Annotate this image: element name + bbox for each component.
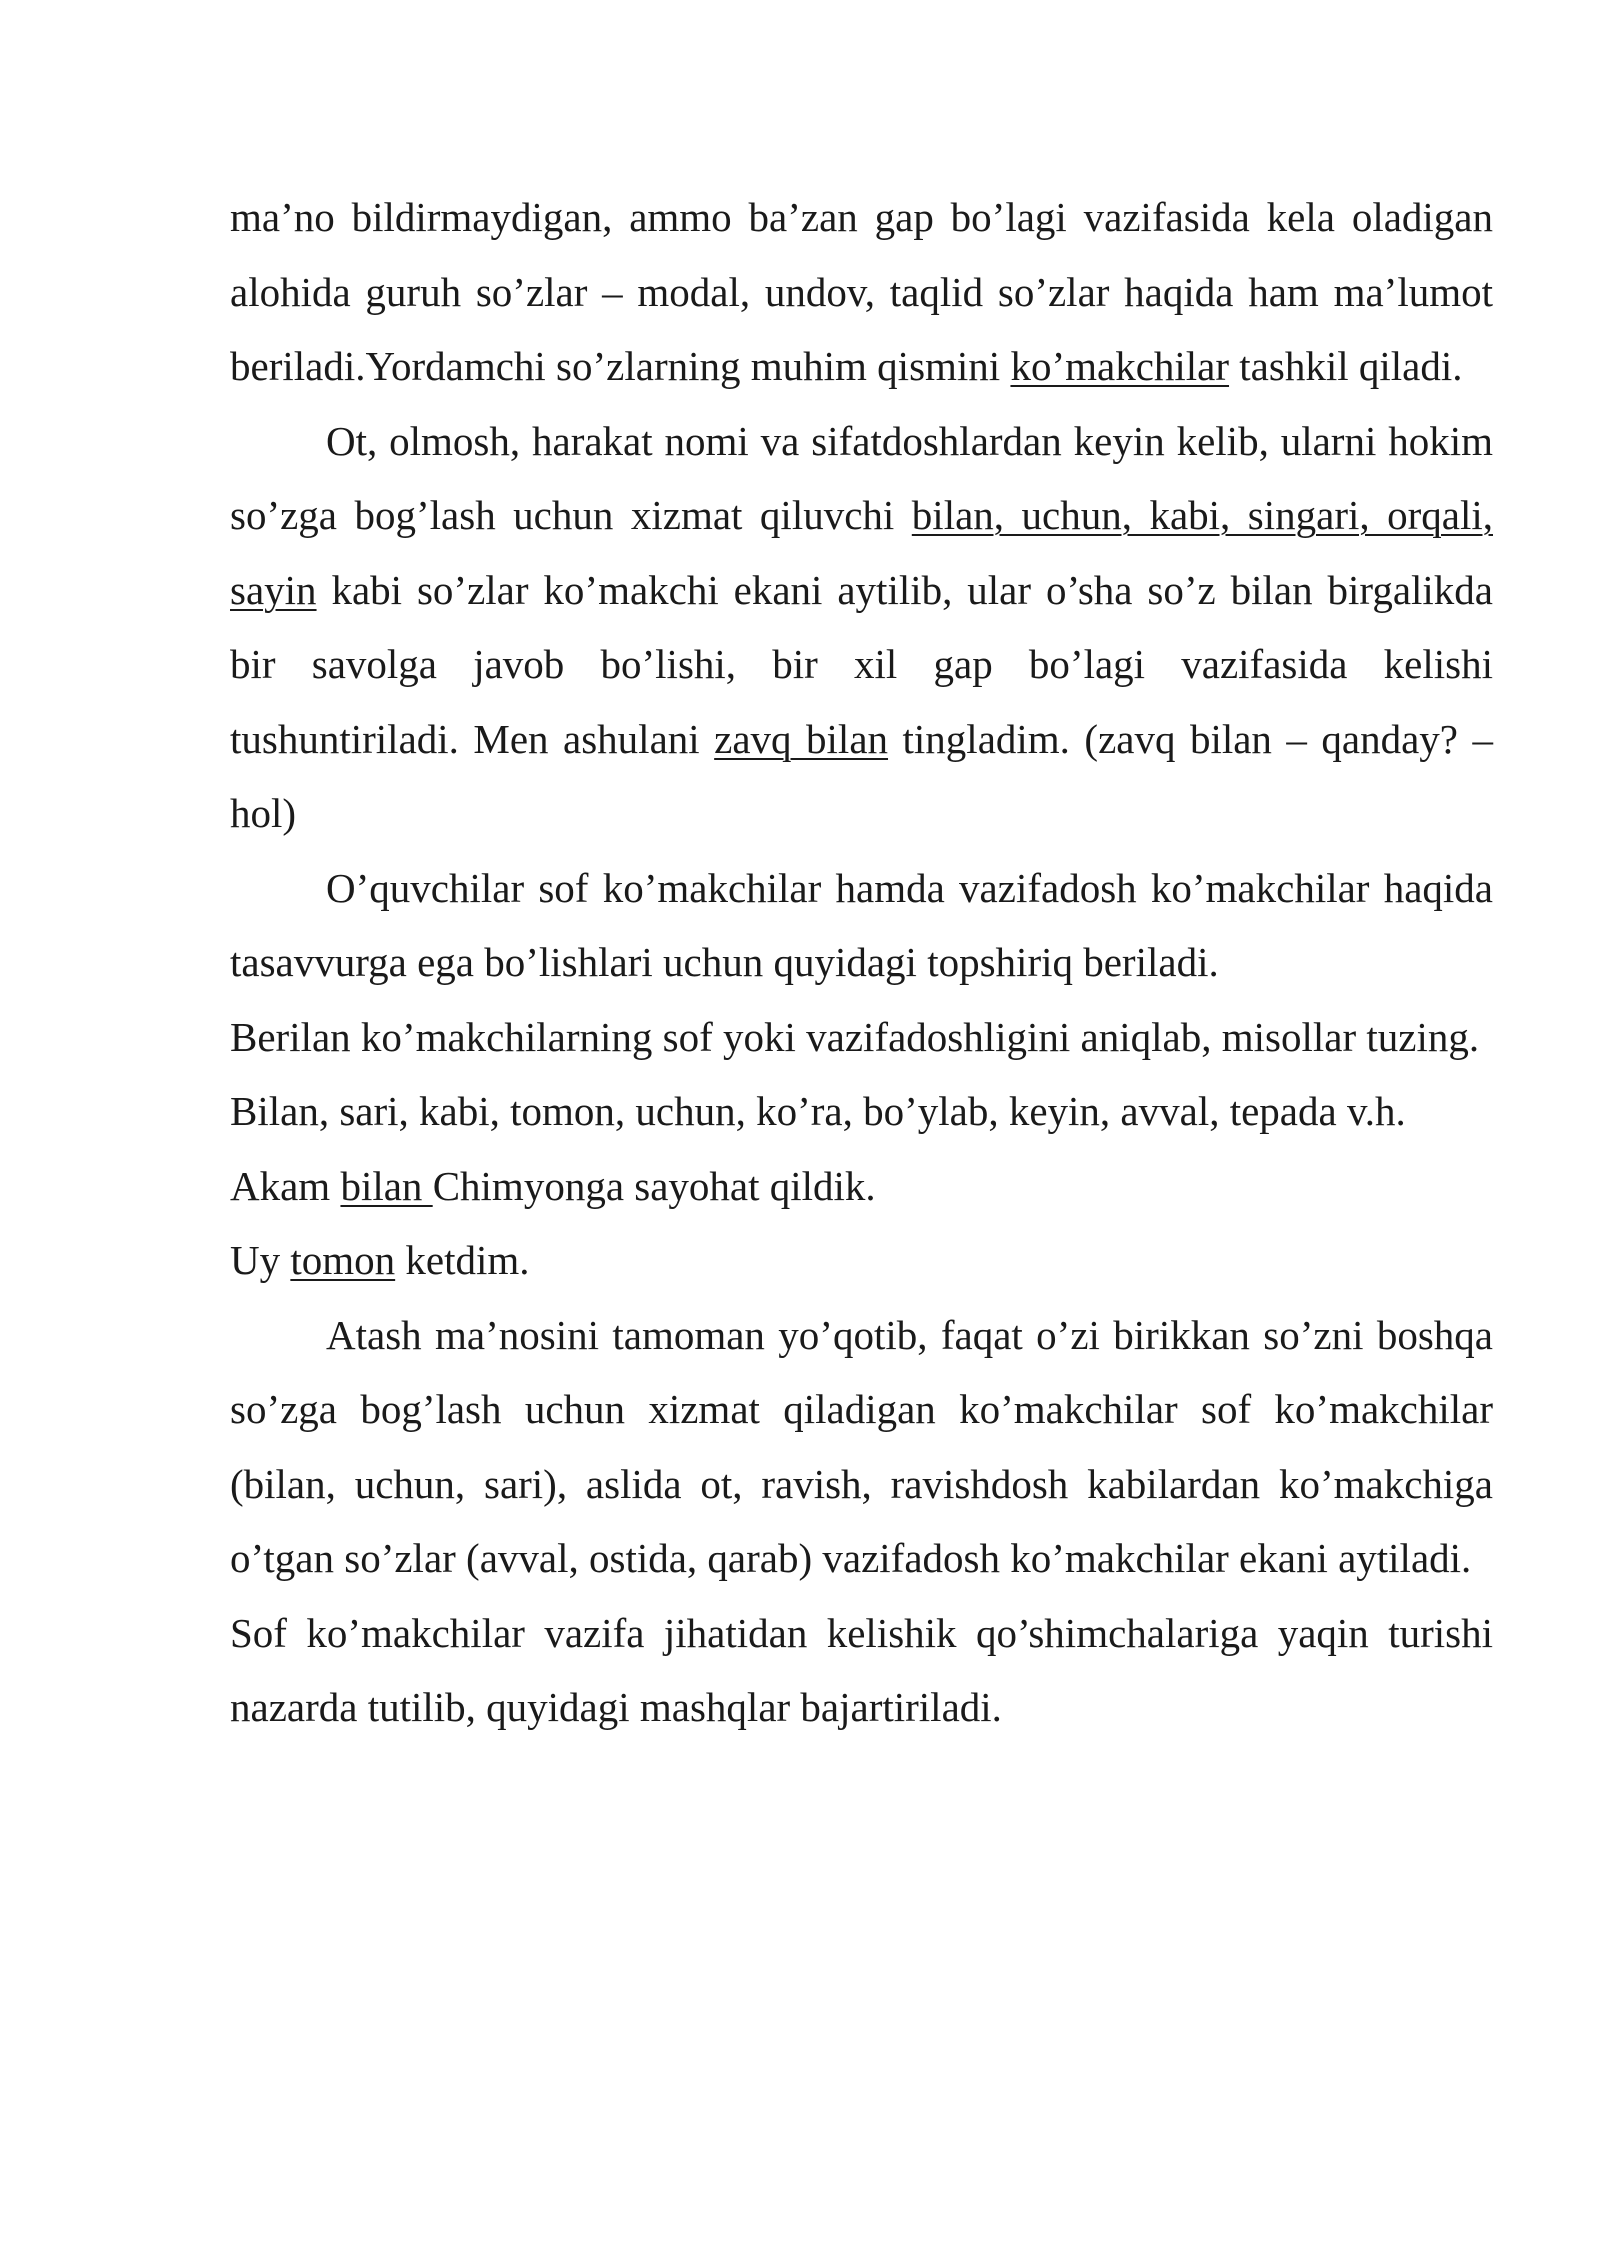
text-segment: ma’no bildirmaydigan, ammo ba’zan gap bo’lagi vazifasida kela oladigan alohida guruh so’zlar – modal, undov, taqlid so’zlar haqida ham ma’lumot beriladi.Yordamchi so’zlarning muhim qismini: [230, 194, 1493, 389]
paragraph-1: [230, 180, 1493, 404]
paragraph-word-list: [230, 1074, 1493, 1149]
text-segment: O’quvchilar sof ko’makchilar hamda vazifadosh ko’makchilar haqida tasavvurga ega bo’lishlari uchun quyidagi topshiriq beriladi.: [230, 864, 1493, 985]
underlined-term: zavq bilan: [714, 715, 889, 762]
text-segment: Sof ko’makchilar vazifa jihatidan kelishik qo’shimchalariga yaqin turishi nazarda tutilib, quyidagi mashqlar bajartiriladi.: [230, 1609, 1493, 1730]
underlined-term: bilan: [340, 1162, 433, 1209]
text-segment: Ot, olmosh, harakat nomi va sifatdoshlardan keyin kelib, ularni hokim so’zga bog’lash uchun xizmat qiluvchi: [230, 417, 1493, 538]
underlined-term: tomon: [290, 1237, 396, 1283]
paragraph-task: [230, 1000, 1493, 1075]
text-segment: Berilan ko’makchilarning sof yoki vazifadoshligini aniqlab, misollar tuzing.: [230, 1013, 1480, 1060]
paragraph-3: [230, 851, 1493, 1000]
text-segment: tingladim. (zavq bilan – qanday? – hol): [230, 715, 1493, 836]
document-page: [230, 180, 1493, 1745]
text-segment: Atash ma’nosini tamoman yo’qotib, faqat o’zi birikkan so’zni boshqa so’zga bog’lash uchun xizmat qiladigan ko’makchilar sof ko’makchilar (bilan, uchun, sari), aslida ot, ravish, ravishdosh kabilardan ko’makchiga o’tgan so’zlar (avval, ostida, qarab) vazifadosh ko’makchilar ekani aytiladi.: [230, 1311, 1493, 1581]
underlined-term: bilan, uchun, kabi, singari, orqali, sayin: [230, 492, 1493, 613]
paragraph-5: [230, 1596, 1493, 1745]
text-segment: tashkil qiladi.: [1229, 343, 1463, 389]
text-segment: Chimyonga sayohat qildik.: [432, 1162, 876, 1209]
text-segment: Uy: [230, 1237, 291, 1283]
text-segment: Bilan, sari, kabi, tomon, uchun, ko’ra, bo’ylab, keyin, avval, tepada v.h.: [230, 1088, 1406, 1134]
paragraph-example-1: [230, 1149, 1493, 1224]
paragraph-example-2: [230, 1223, 1493, 1298]
text-segment: ketdim.: [395, 1237, 530, 1283]
text-segment: kabi so’zlar ko’makchi ekani aytilib, ular o’sha so’z bilan birgalikda bir savolga javob bo’lishi, bir xil gap bo’lagi vazifasida kelishi tushuntiriladi. Men ashulani: [230, 566, 1493, 762]
text-segment: Akam: [230, 1162, 341, 1209]
paragraph-2: [230, 404, 1493, 851]
paragraph-4: [230, 1298, 1493, 1596]
underlined-term: ko’makchilar: [1010, 343, 1230, 389]
